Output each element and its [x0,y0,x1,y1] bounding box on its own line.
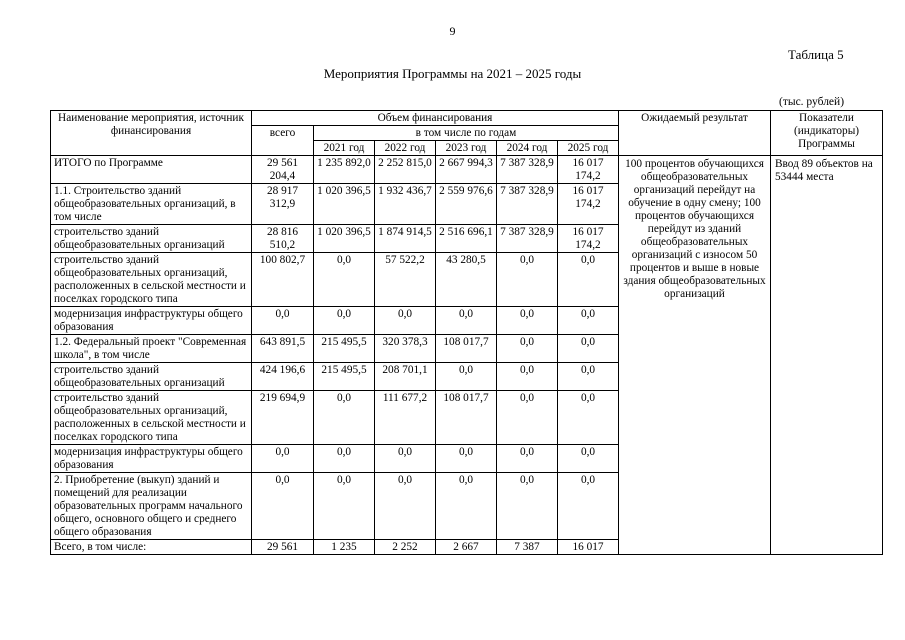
page-number: 9 [449,24,456,38]
row-name: 2. Приобретение (выкуп) зданий и помещений для реализации образовательных программ начального общего, основного общего и среднего общего образования [51,473,252,540]
cell-total: 643 891,5 [252,335,314,363]
cell-2021: 215 495,5 [314,335,375,363]
cell-total: 29 561 [252,540,314,555]
cell-2022: 0,0 [375,445,436,473]
cell-2025: 16 017 [558,540,619,555]
cell-2025: 0,0 [558,363,619,391]
cell-2021: 1 020 396,5 [314,225,375,253]
row-name: модернизация инфраструктуры общего образования [51,307,252,335]
cell-2022: 57 522,2 [375,253,436,307]
cell-2025: 0,0 [558,473,619,540]
cell-2024: 0,0 [497,445,558,473]
cell-2023: 2 559 976,6 [436,184,497,225]
units-note: (тыс. рублей) [779,96,845,108]
cell-total: 0,0 [252,307,314,335]
header-result: Ожидаемый результат [619,111,771,156]
cell-2021: 0,0 [314,391,375,445]
cell-2024: 7 387 [497,540,558,555]
cell-2023: 2 667 994,3 [436,156,497,184]
header-name-column: Наименование мероприятия, источник финансирования [51,111,252,156]
cell-2024: 7 387 328,9 [497,184,558,225]
cell-2024: 0,0 [497,391,558,445]
expected-result: 100 процентов обучающихся общеобразовательных организаций перейдут на обучение в одну смену; 100 процентов обучающихся перейдут из зданий общеобразовательных организаций с износом 50 процентов и выше в новые здания общеобразовательных организаций [619,156,771,555]
cell-2025: 0,0 [558,445,619,473]
row-name: Всего, в том числе: [51,540,252,555]
cell-2023: 108 017,7 [436,391,497,445]
cell-2024: 7 387 328,9 [497,156,558,184]
row-name: строительство зданий общеобразовательных организаций [51,363,252,391]
cell-2022: 320 378,3 [375,335,436,363]
header-year: 2021 год [314,141,375,156]
cell-2024: 0,0 [497,363,558,391]
header-by-year: в том числе по годам [314,126,619,141]
cell-2024: 0,0 [497,473,558,540]
header-year: 2023 год [436,141,497,156]
cell-total: 0,0 [252,445,314,473]
cell-total: 424 196,6 [252,363,314,391]
cell-total: 29 561 204,4 [252,156,314,184]
cell-2021: 1 235 892,0 [314,156,375,184]
cell-total: 28 917 312,9 [252,184,314,225]
cell-2025: 0,0 [558,391,619,445]
indicators-value: Ввод 89 объектов на 53444 места [771,156,883,555]
cell-2021: 0,0 [314,253,375,307]
cell-2025: 0,0 [558,335,619,363]
header-total: всего [252,126,314,156]
cell-2022: 208 701,1 [375,363,436,391]
cell-2021: 215 495,5 [314,363,375,391]
cell-2023: 0,0 [436,473,497,540]
cell-2024: 0,0 [497,307,558,335]
cell-2022: 0,0 [375,473,436,540]
row-name: строительство зданий общеобразовательных организаций [51,225,252,253]
row-name: модернизация инфраструктуры общего образования [51,445,252,473]
header-year: 2022 год [375,141,436,156]
cell-2023: 0,0 [436,445,497,473]
header-funding: Объем финансирования [252,111,619,126]
row-name: 1.2. Федеральный проект "Современная школа", в том числе [51,335,252,363]
row-name: строительство зданий общеобразовательных организаций, расположенных в сельской местности и поселках городского типа [51,391,252,445]
row-name: строительство зданий общеобразовательных организаций, расположенных в сельской местности и поселках городского типа [51,253,252,307]
cell-2022: 111 677,2 [375,391,436,445]
cell-2023: 2 667 [436,540,497,555]
row-name: ИТОГО по Программе [51,156,252,184]
cell-2022: 2 252 [375,540,436,555]
cell-2021: 0,0 [314,307,375,335]
header-year: 2025 год [558,141,619,156]
cell-2025: 16 017 174,2 [558,184,619,225]
cell-2025: 16 017 174,2 [558,156,619,184]
cell-2024: 0,0 [497,335,558,363]
cell-2022: 0,0 [375,307,436,335]
program-activities-table [50,110,883,555]
cell-2025: 0,0 [558,307,619,335]
header-year: 2024 год [497,141,558,156]
cell-2023: 2 516 696,1 [436,225,497,253]
cell-2022: 1 874 914,5 [375,225,436,253]
cell-2023: 43 280,5 [436,253,497,307]
cell-2022: 2 252 815,0 [375,156,436,184]
cell-total: 100 802,7 [252,253,314,307]
cell-2025: 16 017 174,2 [558,225,619,253]
cell-total: 0,0 [252,473,314,540]
cell-2021: 0,0 [314,445,375,473]
document-title: Мероприятия Программы на 2021 – 2025 годы [323,66,582,81]
cell-2021: 0,0 [314,473,375,540]
table-row [51,156,883,184]
cell-2023: 108 017,7 [436,335,497,363]
cell-2022: 1 932 436,7 [375,184,436,225]
row-name: 1.1. Строительство зданий общеобразовательных организаций, в том числе [51,184,252,225]
cell-total: 28 816 510,2 [252,225,314,253]
cell-2023: 0,0 [436,363,497,391]
cell-total: 219 694,9 [252,391,314,445]
cell-2025: 0,0 [558,253,619,307]
cell-2023: 0,0 [436,307,497,335]
table-label: Таблица 5 [788,47,844,62]
cell-2021: 1 235 [314,540,375,555]
cell-2024: 0,0 [497,253,558,307]
cell-2024: 7 387 328,9 [497,225,558,253]
header-indicators: Показатели (индикаторы) Программы [771,111,883,156]
cell-2021: 1 020 396,5 [314,184,375,225]
